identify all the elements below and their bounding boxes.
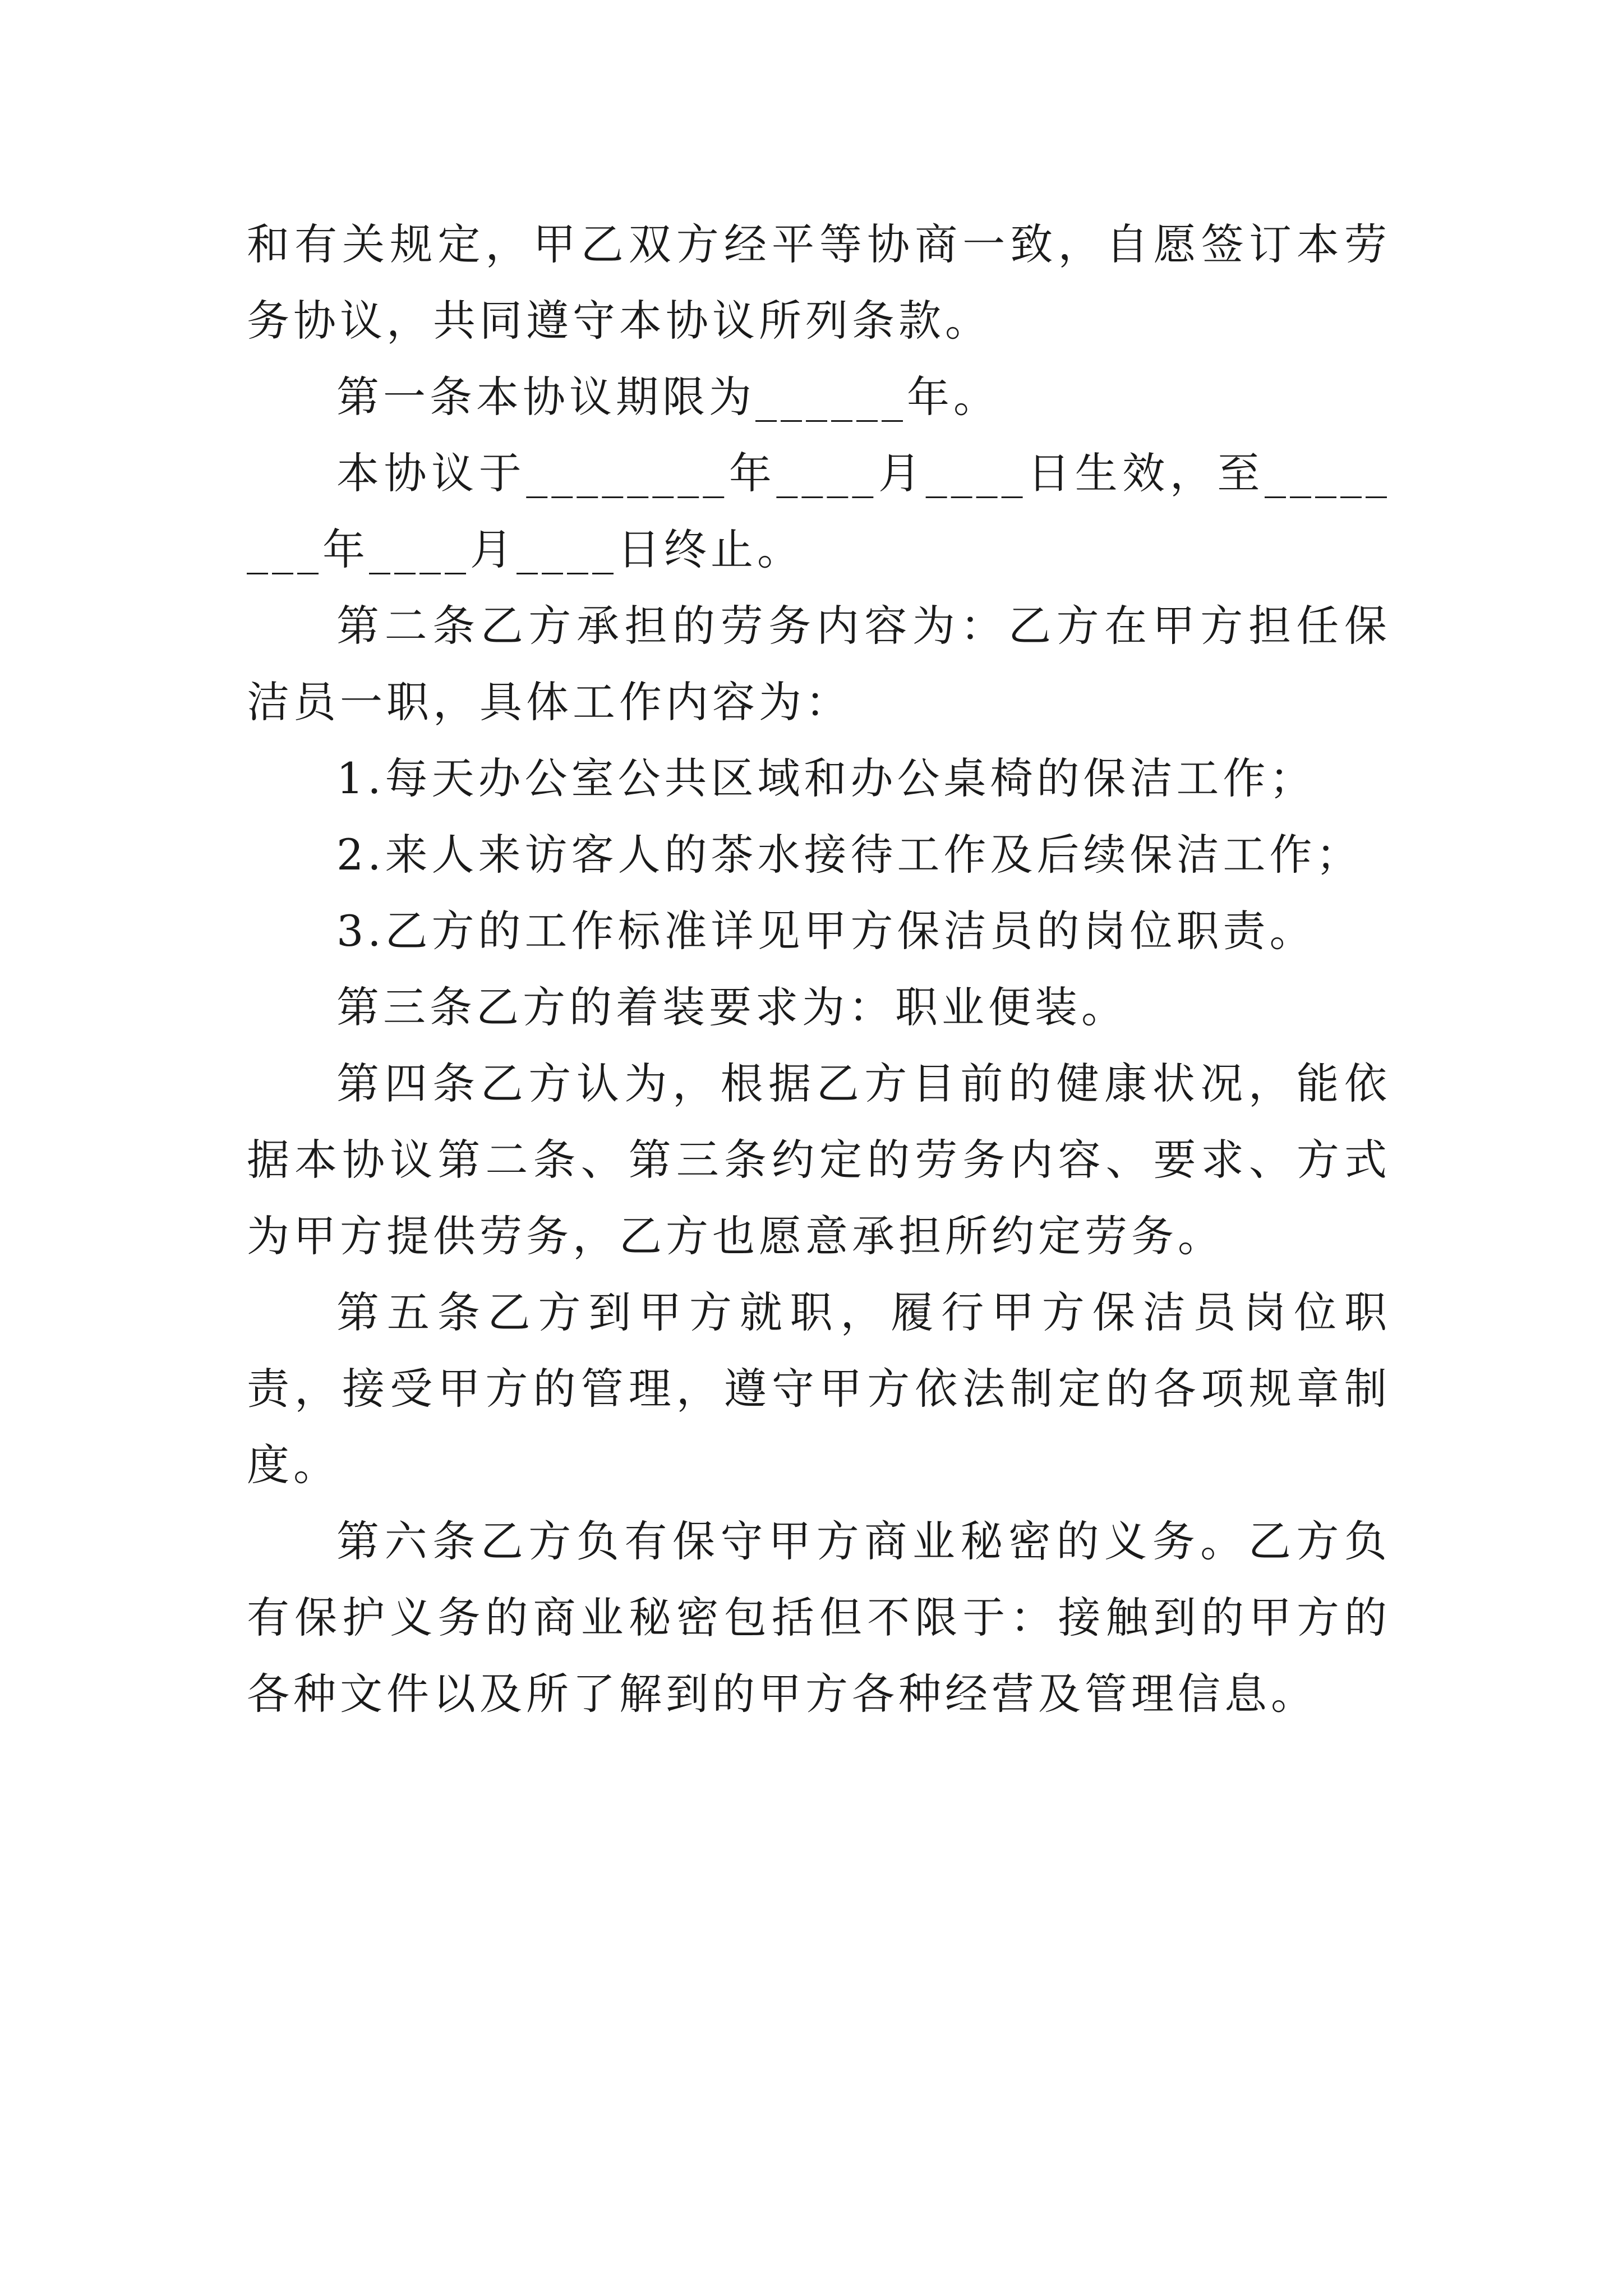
list-item-duty-1: 1.每天办公室公共区域和办公桌椅的保洁工作； — [336, 753, 1316, 803]
paragraph-article-2-duties: 第二条乙方承担的劳务内容为：乙方在甲方担任保洁员一职，具体工作内容为： — [247, 601, 1391, 727]
paragraph-article-5-management: 第五条乙方到甲方就职，履行甲方保洁员岗位职责，接受甲方的管理，遵守甲方依法制定的各项规章制度。 — [247, 1287, 1391, 1490]
paragraph-article-6-confidentiality: 第六条乙方负有保守甲方商业秘密的义务。乙方负有保护义务的商业秘密包括但不限于：接触到的甲方的各种文件以及所了解到的甲方各种经营及管理信息。 — [247, 1516, 1391, 1719]
paragraph-effective-dates: 本协议于________年____月____日生效，至________年____月____日终止。 — [247, 448, 1391, 574]
paragraph-article-1-term: 第一条本协议期限为______年。 — [336, 372, 1000, 422]
list-item-duty-2: 2.来人来访客人的茶水接待工作及后续保洁工作； — [336, 830, 1363, 880]
paragraph-continuation: 和有关规定，甲乙双方经平等协商一致，自愿签订本劳务协议，共同遵守本协议所列条款。 — [247, 219, 1391, 346]
list-item-duty-3: 3.乙方的工作标准详见甲方保洁员的岗位职责。 — [336, 906, 1316, 956]
paragraph-article-3-dress: 第三条乙方的着装要求为：职业便装。 — [336, 982, 1128, 1032]
paragraph-article-4-health: 第四条乙方认为，根据乙方目前的健康状况，能依据本协议第二条、第三条约定的劳务内容、要求、方式为甲方提供劳务，乙方也愿意承担所约定劳务。 — [247, 1059, 1391, 1261]
document-body — [247, 206, 1391, 1732]
